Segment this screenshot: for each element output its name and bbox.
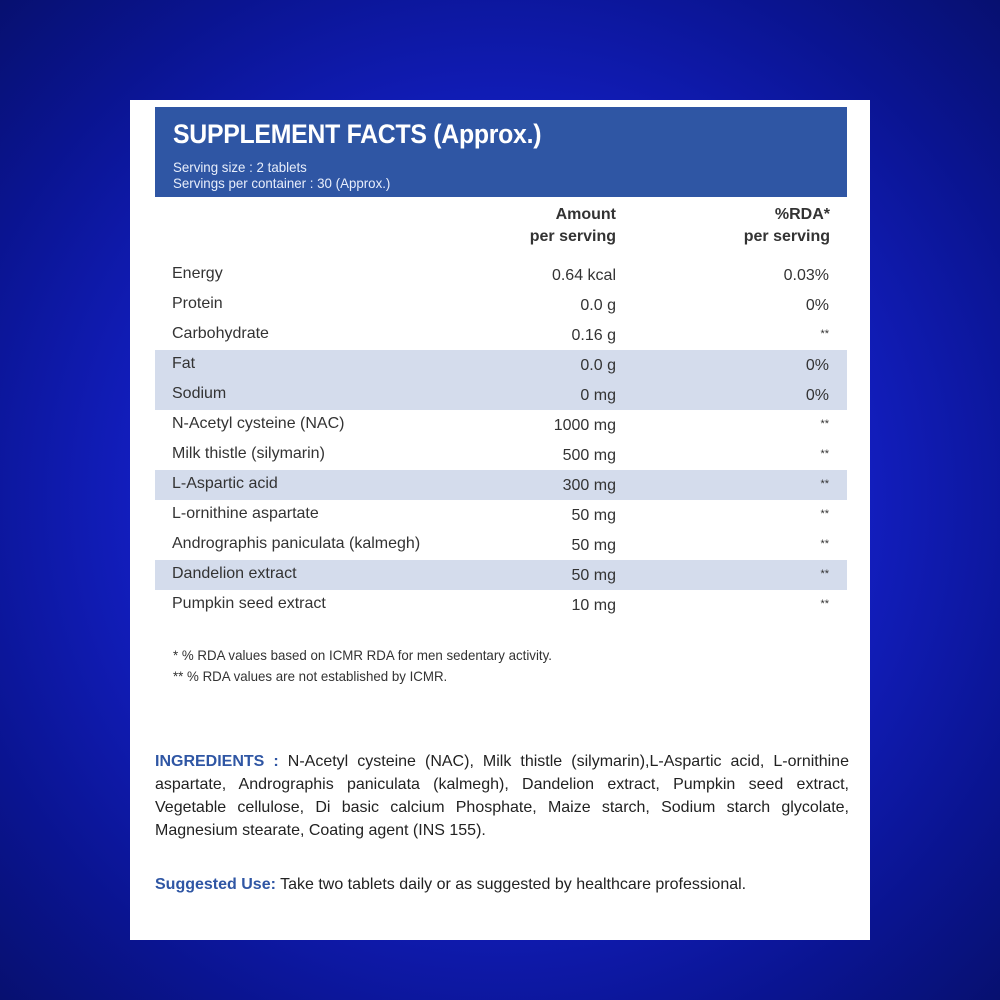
nutrient-rda: ** [820,328,829,340]
nutrient-amount: 0.0 g [580,297,616,314]
serving-size: Serving size : 2 tablets [173,159,307,175]
rda-header-line2: per serving [743,228,830,245]
nutrient-name: Milk thistle (silymarin) [172,445,325,462]
rda-footnote-not-established: ** % RDA values are not established by ICMR. [173,668,448,684]
nutrient-name: Fat [172,355,196,372]
table-row [155,590,847,620]
nutrient-amount: 50 mg [571,567,616,584]
nutrient-name: L-ornithine aspartate [172,505,319,522]
table-row [155,260,847,290]
nutrient-rda: ** [820,448,829,460]
servings-per-container: Servings per container : 30 (Approx.) [173,175,391,191]
facts-header [155,107,847,197]
table-row [155,530,847,560]
nutrient-rda: 0% [805,297,829,314]
nutrient-amount: 50 mg [571,537,616,554]
nutrient-amount: 0.0 g [580,357,616,374]
ingredients-text: N-Acetyl cysteine (NAC), Milk thistle (silymarin),L-Aspartic acid, L-ornithine aspartate, Andrographis paniculata (kalmegh), Dandelion extract, Pumpkin seed extract, Vegetable cellulose, Di basic calcium Phosphate, Maize starch, Sodium starch glycolate, Magnesium stearate, Coating agent (INS 155). [155,753,849,839]
nutrient-rda: ** [820,478,829,490]
table-row [155,470,847,500]
nutrient-amount: 0.64 kcal [551,267,616,284]
suggested-use-label: Suggested Use: [155,876,276,893]
nutrient-rda: ** [820,598,829,610]
nutrient-rda: 0% [805,387,829,404]
supplement-facts-panel [130,100,870,940]
nutrient-rda: 0.03% [783,267,829,284]
table-row [155,410,847,440]
nutrient-amount: 0 mg [580,387,616,404]
ingredients-section [155,750,849,842]
suggested-use-section [155,876,855,894]
nutrient-name: Sodium [172,385,227,402]
suggested-use-text: Take two tablets daily or as suggested by healthcare professional. [280,876,747,893]
table-row [155,290,847,320]
facts-title: SUPPLEMENT FACTS (Approx.) [173,119,542,149]
table-row [155,560,847,590]
nutrient-rda: ** [820,508,829,520]
amount-header-line1: Amount [555,206,616,223]
amount-header-line2: per serving [529,228,616,245]
nutrient-name: Pumpkin seed extract [172,595,326,612]
nutrient-rda: ** [820,568,829,580]
nutrient-table [155,260,847,620]
rda-column-header [670,204,830,248]
nutrient-name: Carbohydrate [172,325,269,342]
nutrient-name: Protein [172,295,223,312]
table-row [155,320,847,350]
nutrient-name: Energy [172,265,223,282]
table-row [155,500,847,530]
nutrient-amount: 500 mg [562,447,616,464]
nutrient-name: N-Acetyl cysteine (NAC) [172,415,345,432]
nutrient-name: L-Aspartic acid [172,475,278,492]
nutrient-amount: 1000 mg [553,417,616,434]
nutrient-rda: ** [820,418,829,430]
rda-footnote: * % RDA values based on ICMR RDA for men sedentary activity. [173,647,552,663]
nutrient-name: Andrographis paniculata (kalmegh) [172,535,421,552]
amount-column-header [460,204,616,248]
table-row [155,440,847,470]
nutrient-name: Dandelion extract [172,565,297,582]
nutrient-amount: 0.16 g [571,327,616,344]
nutrient-amount: 50 mg [571,507,616,524]
table-row [155,380,847,410]
nutrient-rda: ** [820,538,829,550]
ingredients-label: INGREDIENTS : [155,753,279,770]
table-row [155,350,847,380]
nutrient-amount: 10 mg [571,597,616,614]
rda-header-line1: %RDA* [774,206,830,223]
nutrient-rda: 0% [805,357,829,374]
nutrient-amount: 300 mg [562,477,616,494]
